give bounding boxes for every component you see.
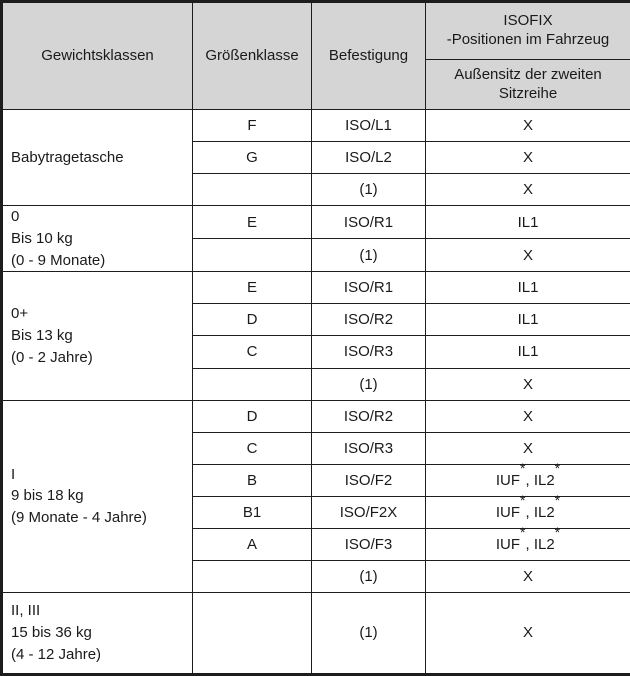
cell-isofix-position: X <box>426 560 630 592</box>
cell-attachment: ISO/F2 <box>312 464 426 496</box>
cell-attachment: (1) <box>312 368 426 400</box>
cell-isofix-position: X <box>426 174 630 206</box>
cell-size-class: A <box>193 528 312 560</box>
cell-isofix-position: X <box>426 142 630 174</box>
weight-class-line: (0 - 2 Jahre) <box>11 348 93 366</box>
column-header-outer-seat-second-row <box>426 60 630 110</box>
table-row <box>2 592 630 674</box>
table-row <box>2 400 630 432</box>
cell-size-class <box>193 239 312 272</box>
cell-size-class: C <box>193 432 312 464</box>
weight-class-group-label <box>2 110 193 206</box>
cell-isofix-position: X <box>426 110 630 142</box>
table-body <box>2 110 630 675</box>
cell-size-class: D <box>193 400 312 432</box>
column-header-isofix-positions <box>426 2 630 60</box>
cell-size-class: G <box>193 142 312 174</box>
cell-size-class <box>193 174 312 206</box>
weight-class-group-label <box>2 272 193 400</box>
table-row <box>2 272 630 304</box>
weight-class-line: Bis 10 kg <box>11 229 73 247</box>
column-header-size-class: Größenklasse <box>193 2 312 110</box>
outer-seat-line2: Sitzreihe <box>498 84 558 102</box>
weight-class-line: I <box>11 465 16 483</box>
cell-isofix-position: IL1 <box>426 206 630 239</box>
isofix-header-line1: ISOFIX <box>503 12 553 30</box>
header-row <box>2 2 630 60</box>
cell-size-class: B <box>193 464 312 496</box>
weight-class-line: 9 bis 18 kg <box>11 487 84 505</box>
weight-class-line: (4 - 12 Jahre) <box>11 645 102 663</box>
weight-class-group-label <box>2 206 193 272</box>
cell-attachment: ISO/R3 <box>312 336 426 368</box>
cell-attachment: ISO/R2 <box>312 304 426 336</box>
cell-attachment: ISO/F3 <box>312 528 426 560</box>
footnote-asterisk: * <box>520 491 526 508</box>
cell-isofix-position: IUF*, IL2* <box>426 464 630 496</box>
footnote-asterisk: * <box>520 459 526 476</box>
cell-size-class: E <box>193 272 312 304</box>
footnote-asterisk: * <box>554 459 561 476</box>
weight-class-line: (0 - 9 Monate) <box>11 251 106 269</box>
footnote-asterisk: * <box>520 523 526 540</box>
table-row <box>2 206 630 239</box>
cell-size-class: E <box>193 206 312 239</box>
cell-size-class <box>193 368 312 400</box>
cell-attachment: ISO/L2 <box>312 142 426 174</box>
weight-class-line: II, III <box>11 602 41 620</box>
cell-attachment: ISO/L1 <box>312 110 426 142</box>
cell-size-class: D <box>193 304 312 336</box>
cell-size-class: C <box>193 336 312 368</box>
weight-class-group-label <box>2 592 193 674</box>
cell-isofix-position: X <box>426 432 630 464</box>
cell-size-class <box>193 560 312 592</box>
table-header <box>2 2 630 110</box>
cell-size-class: F <box>193 110 312 142</box>
weight-class-line: Bis 13 kg <box>11 327 73 345</box>
column-header-weight-classes: Gewichtsklassen <box>2 2 193 110</box>
cell-isofix-position: X <box>426 239 630 272</box>
cell-attachment: (1) <box>312 560 426 592</box>
weight-class-line: (9 Monate - 4 Jahre) <box>11 509 147 526</box>
isofix-header-line2: -Positionen im Fahrzeug <box>446 31 610 48</box>
table-row <box>2 110 630 142</box>
cell-attachment: (1) <box>312 592 426 674</box>
cell-attachment: ISO/F2X <box>312 496 426 528</box>
cell-isofix-position: IL1 <box>426 336 630 368</box>
cell-isofix-position: X <box>426 592 630 674</box>
cell-isofix-position: X <box>426 400 630 432</box>
cell-size-class <box>193 592 312 674</box>
cell-isofix-position: IUF*, IL2* <box>426 496 630 528</box>
footnote-asterisk: * <box>554 491 561 508</box>
weight-class-line: 0+ <box>11 305 29 323</box>
weight-class-line: 0 <box>11 208 20 226</box>
weight-class-line: Babytragetasche <box>11 148 124 166</box>
weight-class-line: 15 bis 36 kg <box>11 623 92 641</box>
cell-isofix-position: IL1 <box>426 304 630 336</box>
cell-attachment: (1) <box>312 174 426 206</box>
footnote-asterisk: * <box>554 523 561 540</box>
cell-attachment: ISO/R2 <box>312 400 426 432</box>
weight-class-group-label <box>2 400 193 592</box>
cell-attachment: ISO/R1 <box>312 272 426 304</box>
cell-isofix-position: IL1 <box>426 272 630 304</box>
cell-attachment: (1) <box>312 239 426 272</box>
cell-attachment: ISO/R1 <box>312 206 426 239</box>
outer-seat-line1: Außensitz der zweiten <box>454 65 602 83</box>
cell-isofix-position: IUF*, IL2* <box>426 528 630 560</box>
cell-size-class: B1 <box>193 496 312 528</box>
cell-isofix-position: X <box>426 368 630 400</box>
column-header-attachment: Befestigung <box>312 2 426 110</box>
cell-attachment: ISO/R3 <box>312 432 426 464</box>
